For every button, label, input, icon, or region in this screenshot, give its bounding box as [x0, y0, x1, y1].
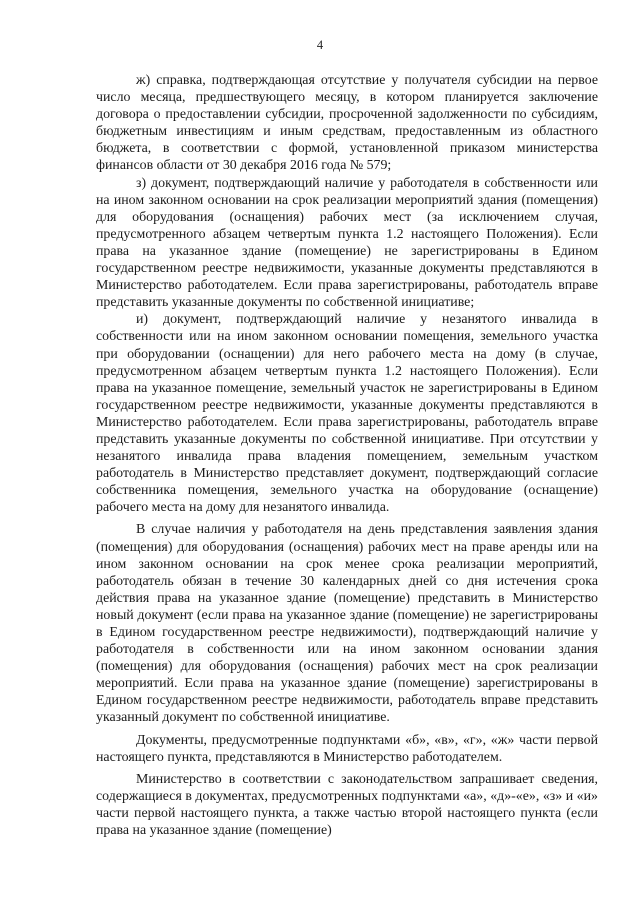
paragraph-item-z: з) документ, подтверждающий наличие у работодателя в собственности или на ином законном основании на срок реализации мероприятий здания (помещения) для оборудования (оснащения) рабочих мест (за исключением случая, предусмотренного абзацем четвертым пункта 1.2 настоящего Положения). Если права на указанное здание (помещение) не зарегистрированы в Едином государственном реестре недвижимости, указанные документы представляются в Министерство работодателем. Если права зарегистрированы, работодатель вправе представить указанные документы по собственной инициативе; — [96, 175, 598, 311]
paragraph-ministry-requests: Министерство в соответствии с законодательством запрашивает сведения, содержащиеся в документах, предусмотренных подпунктами «а», «д»-«е», «з» и «и» части первой настоящего пункта, а также частью второй настоящего пункта (если права на указанное здание (помещение) — [96, 771, 598, 839]
document-body — [96, 72, 598, 839]
page-number: 4 — [316, 38, 324, 52]
paragraph-lease-case: В случае наличия у работодателя на день представления заявления здания (помещения) для оборудования (оснащения) рабочих мест на праве аренды или на ином законном основании на срок менее срока реализации мероприятий, работодатель обязан в течение 30 календарных дней со дня истечения срока действия права на указанное здание (помещение) представить в Министерство новый документ (если права на указанное здание (помещение) не зарегистрированы в Едином государственном реестре недвижимости), подтверждающий наличие у работодателя в собственности или на ином законном основании здания (помещения) для оборудования (оснащения) рабочих мест на срок реализации мероприятий. Если права на указанное здание (помещение) зарегистрированы в Едином государственном реестре недвижимости, работодатель вправе представить указанный документ по собственной инициативе. — [96, 522, 598, 726]
paragraph-documents-by-employer: Документы, предусмотренные подпунктами «б», «в», «г», «ж» части первой настоящего пункта, представляются в Министерство работодателем. — [96, 732, 598, 765]
paragraph-item-i: и) документ, подтверждающий наличие у незанятого инвалида в собственности или на ином законном основании помещения, земельного участка при оборудовании (оснащении) для него рабочего места на дому (в случае, предусмотренном абзацем четвертым пункта 1.2 настоящего Положения). Если права на указанное помещение, земельный участок не зарегистрированы в Едином государственном реестре недвижимости, указанные документы представляются в Министерство работодателем. Если права зарегистрированы, работодатель вправе представить указанные документы по собственной инициативе. При отсутствии у незанятого инвалида права владения помещением, земельным участком работодатель в Министерство представляет документ, подтверждающий согласие собственника помещения, земельного участка на оборудование (оснащение) рабочего места на дому для незанятого инвалида. — [96, 312, 598, 516]
paragraph-item-zh: ж) справка, подтверждающая отсутствие у получателя субсидии на первое число месяца, предшествующего месяцу, в котором планируется заключение договора о предоставлении субсидии, просроченной задолженности по субсидиям, бюджетным инвестициям и иным средствам, предоставленным из областного бюджета, в соответствии с формой, установленной приказом министерства финансов области от 30 декабря 2016 года № 579; — [96, 73, 598, 174]
